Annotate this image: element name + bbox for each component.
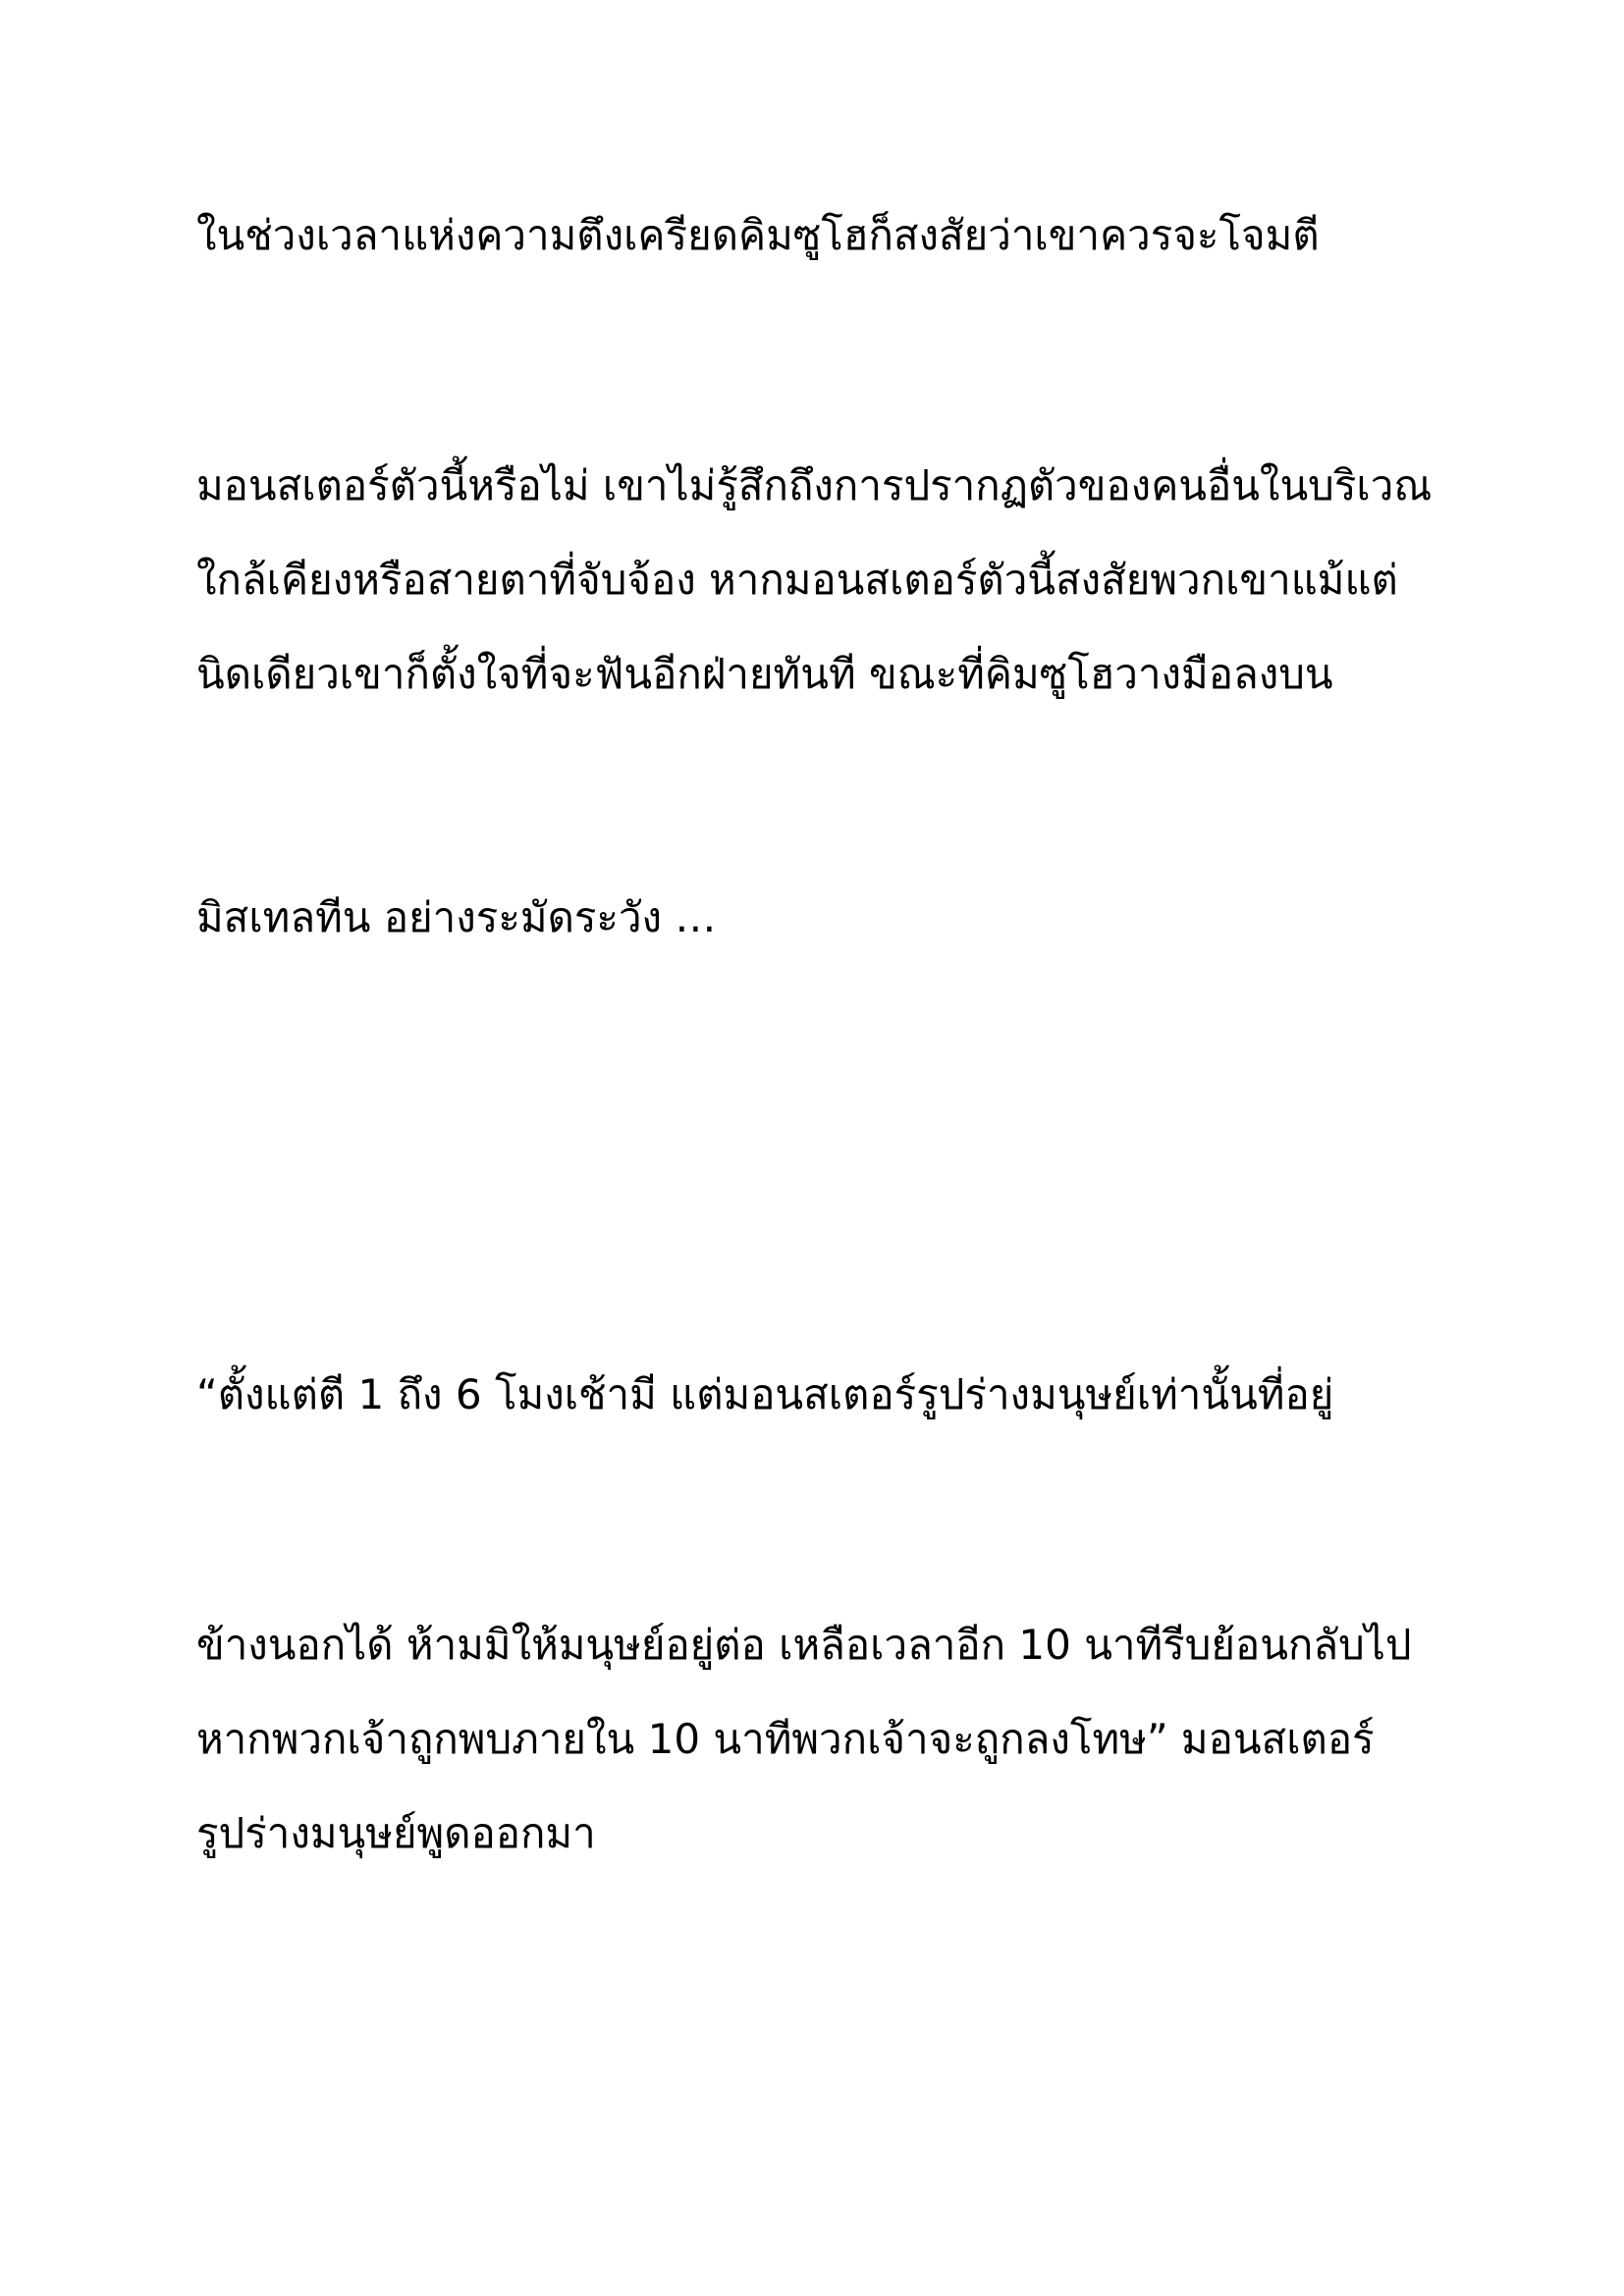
paragraph-2-line-3: นิดเดียวเขาก็ตั้งใจที่จะฟันอีกฝ่ายทันที ขณะที่คิมซูโฮวางมือลงบน [196,650,1333,698]
paragraph-5-line-3: รูปร่างมนุษย์พูดออกมา [196,1809,596,1857]
paragraph-4-line-1: “ตั้งแต่ตี 1 ถึง 6 โมงเช้ามี แต่มอนสเตอร์รูปร่างมนุษย์เท่านั้นที่อยู่ [196,1370,1334,1418]
paragraph-3-line-1: มิสเทลทีน อย่างระมัดระวัง … [196,893,717,941]
paragraph-5-line-1: ข้างนอกได้ ห้ามมิให้มนุษย์อยู่ต่อ เหลือเวลาอีก 10 นาทีรีบย้อนกลับไป [196,1621,1412,1669]
paragraph-2-line-2: ใกล้เคียงหรือสายตาที่จับจ้อง หากมอนสเตอร์ตัวนี้สงสัยพวกเขาแม้แต่ [196,556,1398,604]
paragraph-1-line-1: ในช่วงเวลาแห่งความตึงเครียดคิมซูโฮก็สงสัยว่าเขาควรจะโจมตี [196,211,1320,259]
paragraph-5-line-2: หากพวกเจ้าถูกพบภายใน 10 นาทีพวกเจ้าจะถูกลงโทษ” มอนสเตอร์ [196,1715,1375,1763]
paragraph-2-line-1: มอนสเตอร์ตัวนี้หรือไม่ เขาไม่รู้สึกถึงการปรากฏตัวของคนอื่นในบริเวณ [196,461,1433,509]
